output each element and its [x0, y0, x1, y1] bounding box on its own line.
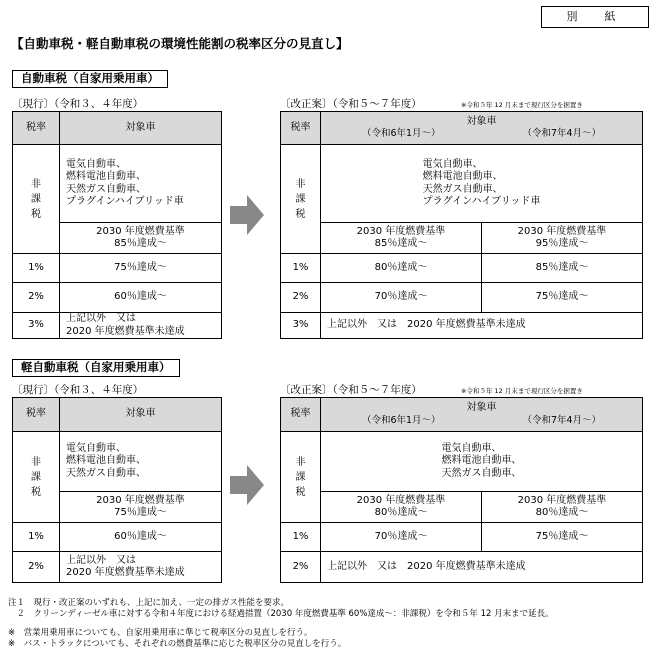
exempt-label: 非課税	[295, 456, 306, 498]
current-heading: 〔現行〕（令和３、４年度）	[12, 98, 144, 110]
main-title: 【自動車税・軽自動車税の環境性能割の税率区分の見直し】	[11, 36, 349, 51]
period-1-label: （令和6年1月～）	[361, 128, 441, 140]
vehicle-item: 天然ガス自動車、	[66, 467, 146, 479]
exempt-label: 非課税	[31, 456, 41, 498]
revised-heading: 〔改正案〕（令和５～７年度）	[280, 384, 422, 396]
section-title-automobile-tax: 自動車税（自家用乗用車）	[12, 70, 168, 88]
rate-cell: 2%	[281, 283, 321, 313]
vehicle-item: 燃料電池自動車、	[422, 171, 503, 182]
col-rate-header: 税率	[281, 112, 321, 145]
note-line: ※ バス・トラックについても、それぞれの燃費基準に応じた税率区分の見直しを行う。	[8, 639, 347, 650]
exempt-rate-cell	[13, 432, 60, 523]
note-line: 注１ 現行・改正案のいずれも、上記に加え、一定の排ガス性能を要求。	[8, 598, 290, 608]
target-1-cell: 80％達成～	[321, 254, 482, 283]
target-line: 2020 年度燃費基準未達成	[66, 325, 185, 337]
standard-line: 2030 年度燃費基準	[96, 494, 185, 506]
standard-line: 2030 年度燃費基準	[517, 225, 607, 237]
notes-block	[8, 598, 554, 651]
rate-cell: 1%	[13, 523, 60, 552]
standard-line: 2030 年度燃費基準	[356, 494, 446, 506]
note-line: ２ クリーンディーゼル車に対する令和４年度における経過措置（2030 年度燃費基準 60%達成～：非課税）を令和５年 12 月末まで延長。	[8, 609, 554, 620]
standard-line: 2030 年度燃費基準	[517, 494, 607, 506]
revised-rate-table	[280, 111, 643, 339]
vehicle-item: 電気自動車、	[66, 158, 126, 170]
vehicle-item: 天然ガス自動車、	[66, 183, 146, 195]
revised-heading: 〔改正案〕（令和５～７年度）	[280, 98, 422, 110]
exempt-standard-cell	[60, 223, 222, 254]
current-rate-table	[12, 111, 222, 339]
vehicle-item: 燃料電池自動車、	[441, 455, 522, 467]
standard-line: 95％達成～	[535, 238, 589, 249]
exempt-vehicles-cell	[321, 432, 643, 492]
target-cell: 上記以外 又は 2020 年度燃費基準未達成	[321, 552, 643, 583]
rate-cell: 2%	[13, 283, 60, 313]
rate-cell: 1%	[281, 254, 321, 283]
exempt-vehicles-cell	[321, 145, 643, 223]
target-cell: 75％達成～	[60, 254, 222, 283]
col-rate-header: 税率	[13, 112, 60, 145]
standard-line: 75％達成～	[114, 507, 167, 518]
exempt-standard-cell	[60, 492, 222, 523]
vehicle-item: 電気自動車、	[441, 442, 502, 454]
exempt-label: 非課税	[31, 178, 41, 220]
vehicle-item: 燃料電池自動車、	[66, 171, 146, 182]
exempt-rate-cell	[281, 432, 321, 523]
exempt-standard-2-cell	[482, 223, 643, 254]
col-target-header	[321, 112, 643, 145]
target-header-label: 対象車	[466, 402, 497, 414]
standard-line: 2030 年度燃費基準	[356, 225, 446, 237]
col-rate-header: 税率	[13, 398, 60, 432]
current-heading: 〔現行〕（令和３、４年度）	[12, 384, 144, 396]
standard-line: 2030 年度燃費基準	[96, 225, 185, 237]
col-target-header	[321, 398, 643, 432]
vehicle-item: 電気自動車、	[66, 442, 126, 454]
note-line: ※ 営業用乗用車についても、自家用乗用車に準じて税率区分の見直しを行う。	[8, 627, 313, 638]
arrow-right-icon	[230, 195, 264, 235]
rate-cell: 3%	[281, 313, 321, 339]
vehicle-item: 燃料電池自動車、	[66, 455, 146, 467]
attachment-label: 別 紙	[541, 6, 649, 28]
arrow-right-icon	[230, 465, 264, 505]
revised-note: ※令和５年 12 月末まで現行区分を据置き	[461, 387, 583, 395]
target-2-cell: 75％達成～	[482, 523, 643, 552]
exempt-rate-cell	[281, 145, 321, 254]
standard-line: 85％達成～	[374, 238, 428, 249]
exempt-standard-1-cell	[321, 492, 482, 523]
period-1-label: （令和6年1月～）	[361, 414, 441, 426]
exempt-vehicles-cell	[60, 432, 222, 492]
col-target-header: 対象車	[60, 398, 222, 432]
vehicle-item: 天然ガス自動車、	[422, 183, 503, 195]
target-2-cell: 75％達成～	[482, 283, 643, 313]
target-header-label: 対象車	[466, 115, 497, 127]
target-1-cell: 70％達成～	[321, 523, 482, 552]
vehicle-item: 電気自動車、	[422, 158, 483, 170]
standard-line: 85％達成～	[114, 238, 167, 249]
target-line: 上記以外 又は	[66, 554, 136, 566]
rate-cell: 2%	[13, 552, 60, 583]
vehicle-item: プラグインハイブリッド車	[422, 196, 541, 207]
rate-cell: 2%	[281, 552, 321, 583]
revised-note: ※令和５年 12 月末まで現行区分を据置き	[461, 101, 583, 109]
col-target-header: 対象車	[60, 112, 222, 145]
exempt-label: 非課税	[295, 178, 306, 220]
target-cell	[60, 552, 222, 583]
rate-cell: 1%	[281, 523, 321, 552]
target-line: 2020 年度燃費基準未達成	[66, 567, 185, 578]
target-line: 上記以外 又は	[66, 313, 136, 324]
exempt-standard-2-cell	[482, 492, 643, 523]
period-2-label: （令和7年4月～）	[522, 128, 602, 140]
exempt-vehicles-cell	[60, 145, 222, 223]
vehicle-item: 天然ガス自動車、	[441, 467, 522, 479]
current-rate-table	[12, 397, 222, 583]
period-2-label: （令和7年4月～）	[522, 414, 602, 426]
vehicle-item: プラグインハイブリッド車	[66, 196, 184, 207]
target-cell: 60％達成～	[60, 283, 222, 313]
standard-line: 80％達成～	[374, 507, 428, 518]
section-title-light-vehicle-tax: 軽自動車税（自家用乗用車）	[12, 359, 180, 377]
target-2-cell: 85％達成～	[482, 254, 643, 283]
exempt-standard-1-cell	[321, 223, 482, 254]
revised-rate-table	[280, 397, 643, 583]
target-cell: 60％達成～	[60, 523, 222, 552]
target-cell: 上記以外 又は 2020 年度燃費基準未達成	[321, 313, 643, 339]
col-rate-header: 税率	[281, 398, 321, 432]
exempt-rate-cell	[13, 145, 60, 254]
standard-line: 80％達成～	[535, 507, 589, 518]
rate-cell: 1%	[13, 254, 60, 283]
rate-cell: 3%	[13, 313, 60, 339]
target-1-cell: 70％達成～	[321, 283, 482, 313]
target-cell	[60, 313, 222, 339]
